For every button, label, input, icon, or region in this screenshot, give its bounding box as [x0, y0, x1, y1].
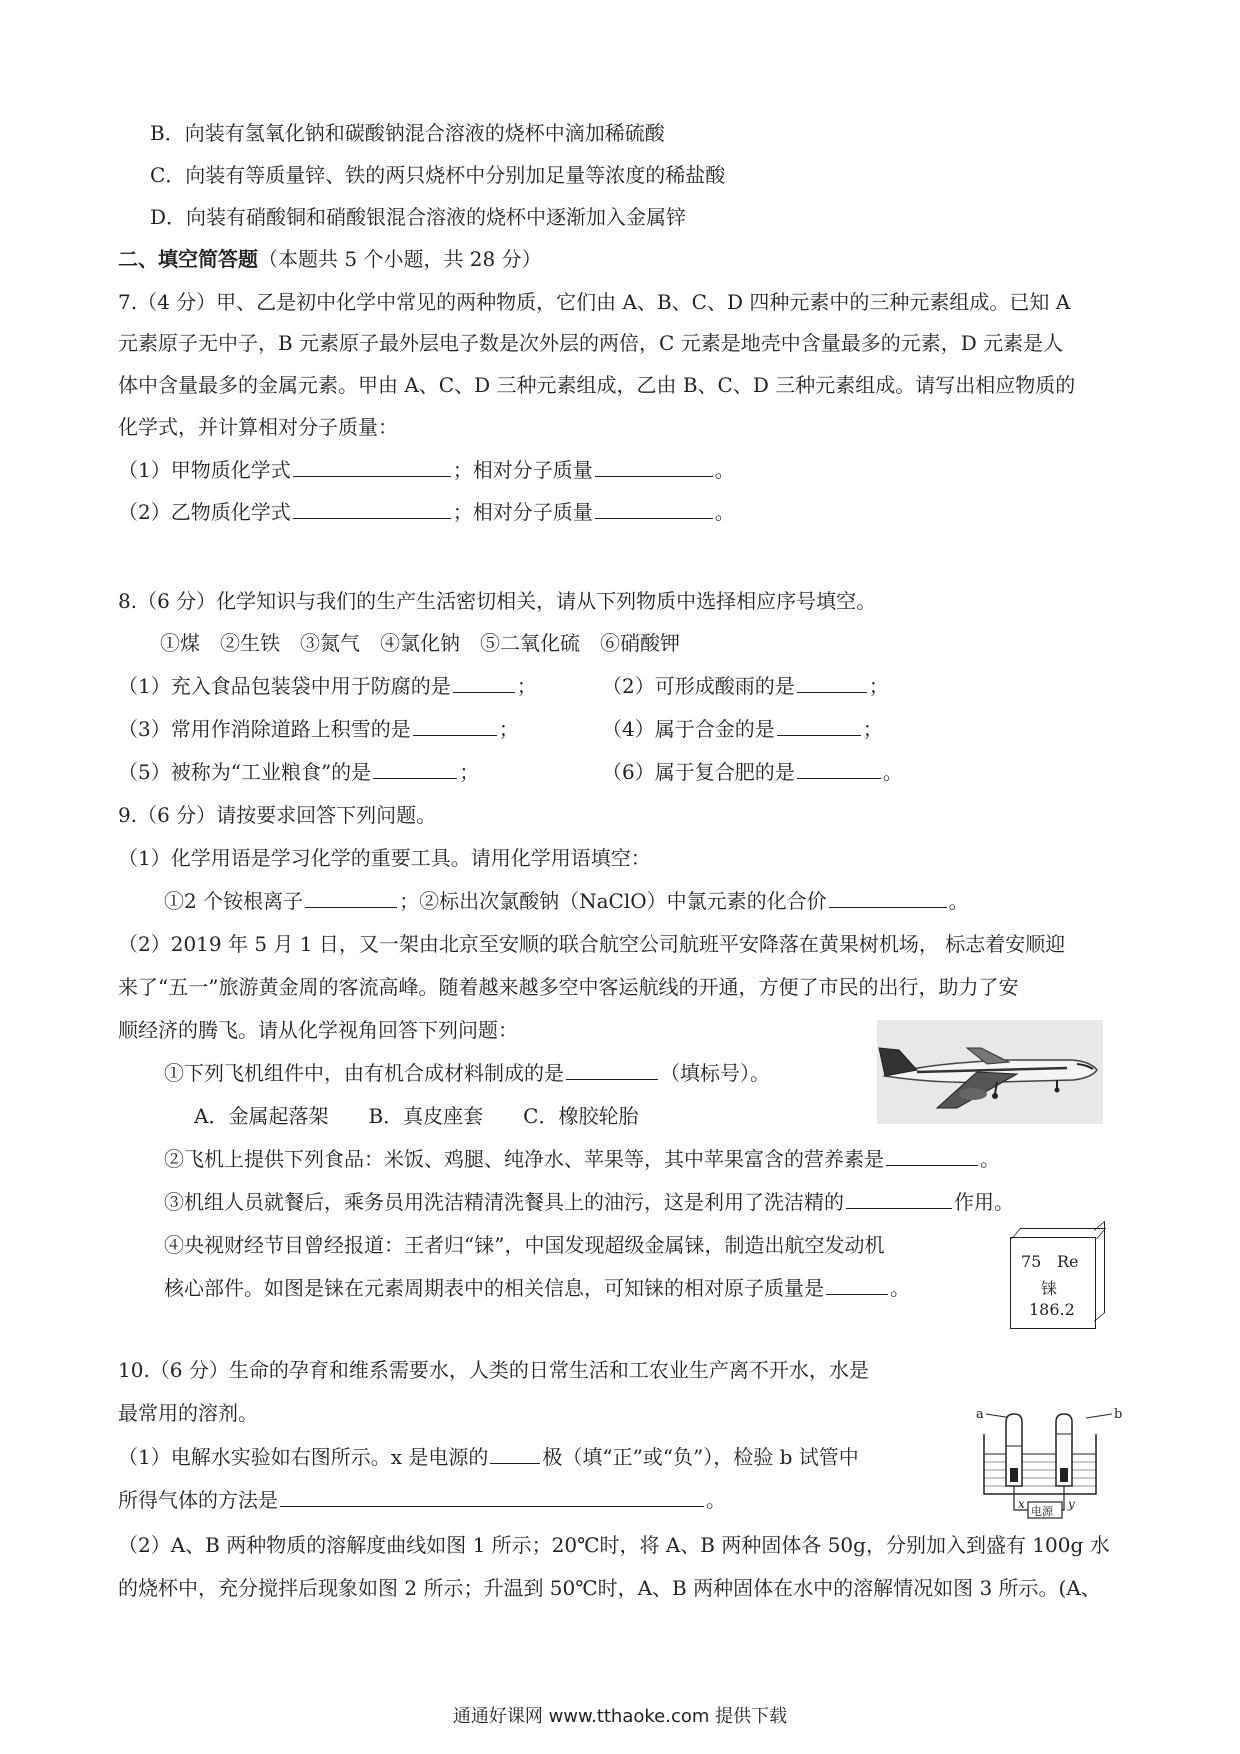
- answer-blank[interactable]: [305, 887, 397, 908]
- page-footer: 通通好课网 www.tthaoke.com 提供下载: [452, 1706, 788, 1727]
- q6-option-b: B．向装有氢氧化钠和碳酸钠混合溶液的烧杯中滴加稀硫酸: [150, 121, 665, 145]
- cell-top-face: [1011, 1228, 1106, 1239]
- answer-blank[interactable]: [829, 887, 947, 908]
- q10-sub-1-end: 。: [706, 1488, 726, 1512]
- q9-sub-2-item-4-end: 。: [890, 1276, 910, 1300]
- q7-line-2: 元素原子无中子，B 元素原子最外层电子数是次外层的两倍，C 元素是地壳中含量最多的元素，D 元素是人: [118, 331, 1064, 355]
- element-name: 铼: [1041, 1279, 1058, 1298]
- q10-line-2: 最常用的溶剂。: [118, 1401, 258, 1425]
- answer-blank[interactable]: [413, 715, 497, 736]
- q8-sub-6-end: 。: [882, 760, 903, 784]
- q9-sub-1-a: ①2 个铵根离子: [164, 889, 304, 913]
- q8-sub-1: [118, 671, 537, 701]
- label-a: a: [976, 1407, 984, 1422]
- atomic-number: 75: [1021, 1252, 1042, 1271]
- q9-line-1: 9.（6 分）请按要求回答下列问题。: [118, 803, 437, 827]
- section2-title: 二、填空简答题: [118, 247, 258, 271]
- q7-sub-1-mid: ；相对分子质量: [452, 458, 593, 482]
- q9-sub-2-line-2: 来了“五一”旅游黄金周的客流高峰。随着越来越多空中客运航线的开通，方便了市民的出行，助力了安: [118, 975, 1019, 999]
- q9-sub-2-item-3: [164, 1187, 1014, 1217]
- q8-sub-2-end: ；: [868, 674, 889, 698]
- element-symbol: Re: [1057, 1252, 1079, 1271]
- q9-sub-2-item-1-text: ①下列飞机组件中，由有机合成材料制成的是: [164, 1061, 564, 1085]
- q10-sub-1-text: （1）电解水实验如右图所示。x 是电源的: [118, 1445, 489, 1469]
- answer-blank[interactable]: [293, 498, 451, 519]
- atomic-mass: 186.2: [1029, 1300, 1075, 1319]
- answer-blank[interactable]: [595, 456, 713, 477]
- q8-sub-1-text: （1）充入食品包装袋中用于防腐的是: [118, 674, 451, 698]
- q9-sub-2-item-3-end: 作用。: [954, 1190, 1014, 1214]
- q9-sub-2-item-2-end: 。: [980, 1147, 1000, 1171]
- q8-sub-4-end: ；: [862, 717, 883, 741]
- q7-sub-2-end: 。: [714, 500, 735, 524]
- q10-sub-1-line-1: [118, 1442, 859, 1472]
- power-source-label: 电源: [1031, 1505, 1053, 1518]
- section2-note: （本题共 5 个小题，共 28 分）: [258, 247, 542, 271]
- answer-blank[interactable]: [886, 1145, 978, 1166]
- q8-sub-6: [602, 757, 903, 787]
- q7-sub-2-text: （2）乙物质化学式: [118, 500, 291, 524]
- q8-sub-3-end: ；: [498, 717, 519, 741]
- q10-sub-1-line-2: [118, 1485, 726, 1515]
- answer-blank[interactable]: [280, 1486, 704, 1507]
- q8-sub-6-text: （6）属于复合肥的是: [602, 760, 795, 784]
- q7-line-3: 体中含量最多的金属元素。甲由 A、C、D 三种元素组成，乙由 B、C、D 三种元素组成。请写出相应物质的: [118, 373, 1076, 397]
- answer-blank[interactable]: [453, 672, 515, 693]
- answer-blank[interactable]: [846, 1188, 952, 1209]
- answer-blank[interactable]: [490, 1443, 540, 1464]
- q10-line-1: 10.（6 分）生命的孕育和维系需要水，人类的日常生活和工农业生产离不开水，水是: [118, 1358, 869, 1382]
- q7-sub-2-mid: ；相对分子质量: [452, 500, 593, 524]
- q7-line-4: 化学式，并计算相对分子质量：: [118, 415, 398, 439]
- q8-sub-2: [602, 671, 889, 701]
- q9-sub-2-options: A．金属起落架 B．真皮座套 C．橡胶轮胎: [194, 1104, 639, 1128]
- q9-sub-2-item-3-text: ③机组人员就餐后，乘务员用洗洁精清洗餐具上的油污，这是利用了洗洁精的: [164, 1190, 844, 1214]
- q9-sub-2-line-1: （2）2019 年 5 月 1 日，又一架由北京至安顺的联合航空公司航班平安降落在黄果树机场， 标志着安顺迎: [118, 932, 1066, 956]
- q9-sub-2-item-4-line-1: ④央视财经节目曾经报道：王者归“铼”，中国发现超级金属铼，制造出航空发动机: [164, 1233, 885, 1257]
- q7-line-1: 7.（4 分）甲、乙是初中化学中常见的两种物质，它们由 A、B、C、D 四种元素中的三种元素组成。已知 A: [118, 290, 1071, 314]
- rhenium-element-cell: [1010, 1237, 1096, 1329]
- q7-sub-1: [118, 455, 735, 485]
- label-b: b: [1114, 1407, 1123, 1422]
- q8-sub-5: [118, 757, 479, 787]
- q9-sub-2-item-4-text: 核心部件。如图是铼在元素周期表中的相关信息，可知铼的相对原子质量是: [164, 1276, 824, 1300]
- q8-sub-5-text: （5）被称为“工业粮食”的是: [118, 760, 372, 784]
- answer-blank[interactable]: [595, 498, 713, 519]
- answer-blank[interactable]: [566, 1059, 658, 1080]
- q7-sub-1-end: 。: [714, 458, 735, 482]
- cell-side-face: [1094, 1221, 1105, 1322]
- label-y: y: [1068, 1497, 1075, 1511]
- q10-sub-2-line-2: 的烧杯中，充分搅拌后现象如图 2 所示；升温到 50℃时，A、B 两种固体在水中的溶解情况如图 3 所示。(A、: [118, 1576, 1101, 1600]
- q8-options: ①煤 ②生铁 ③氮气 ④氯化钠 ⑤二氧化硫 ⑥硝酸钾: [160, 631, 680, 655]
- answer-blank[interactable]: [826, 1274, 888, 1295]
- q7-sub-1-text: （1）甲物质化学式: [118, 458, 291, 482]
- section2-heading: [118, 244, 542, 274]
- q8-sub-1-end: ；: [516, 674, 537, 698]
- q8-sub-3-text: （3）常用作消除道路上积雪的是: [118, 717, 411, 741]
- q9-sub-1-c: 。: [948, 889, 969, 913]
- answer-blank[interactable]: [293, 456, 451, 477]
- answer-blank[interactable]: [797, 758, 881, 779]
- answer-blank[interactable]: [777, 715, 861, 736]
- q8-sub-4: [602, 714, 883, 744]
- q8-line-1: 8.（6 分）化学知识与我们的生产生活密切相关，请从下列物质中选择相应序号填空。: [118, 589, 877, 613]
- q10-sub-1-mid: 极（填“正”或“负”），检验 b 试管中: [542, 1445, 859, 1469]
- q9-sub-2-line-3: 顺经济的腾飞。请从化学视角回答下列问题：: [118, 1018, 518, 1042]
- airplane-image: [877, 1020, 1103, 1124]
- q8-sub-4-text: （4）属于合金的是: [602, 717, 775, 741]
- q9-sub-1-items: [164, 886, 969, 916]
- q6-option-c: C．向装有等质量锌、铁的两只烧杯中分别加足量等浓度的稀盐酸: [150, 163, 726, 187]
- q10-sub-2-line-1: （2）A、B 两种物质的溶解度曲线如图 1 所示；20℃时，将 A、B 两种固体各 50g，分别加入到盛有 100g 水: [118, 1533, 1110, 1557]
- q9-sub-1: （1）化学用语是学习化学的重要工具。请用化学用语填空：: [118, 846, 651, 870]
- q9-sub-2-item-1-end: （填标号）。: [660, 1061, 770, 1085]
- q9-sub-1-b: ；②标出次氯酸钠（NaClO）中氯元素的化合价: [399, 889, 827, 913]
- answer-blank[interactable]: [373, 758, 457, 779]
- q8-sub-3: [118, 714, 519, 744]
- q9-sub-2-item-1: [164, 1058, 770, 1088]
- q8-sub-2-text: （2）可形成酸雨的是: [602, 674, 795, 698]
- q6-option-d: D．向装有硝酸铜和硝酸银混合溶液的烧杯中逐渐加入金属锌: [150, 205, 687, 229]
- q7-sub-2: [118, 497, 735, 527]
- answer-blank[interactable]: [797, 672, 867, 693]
- electrolysis-diagram: [976, 1404, 1126, 1526]
- q9-sub-2-item-2: [164, 1144, 1000, 1174]
- q9-sub-2-item-2-text: ②飞机上提供下列食品：米饭、鸡腿、纯净水、苹果等，其中苹果富含的营养素是: [164, 1147, 884, 1171]
- q10-sub-1-method: 所得气体的方法是: [118, 1488, 278, 1512]
- label-x: x: [1018, 1497, 1025, 1511]
- q9-sub-2-item-4-line-2: [164, 1273, 910, 1303]
- q8-sub-5-end: ；: [459, 760, 480, 784]
